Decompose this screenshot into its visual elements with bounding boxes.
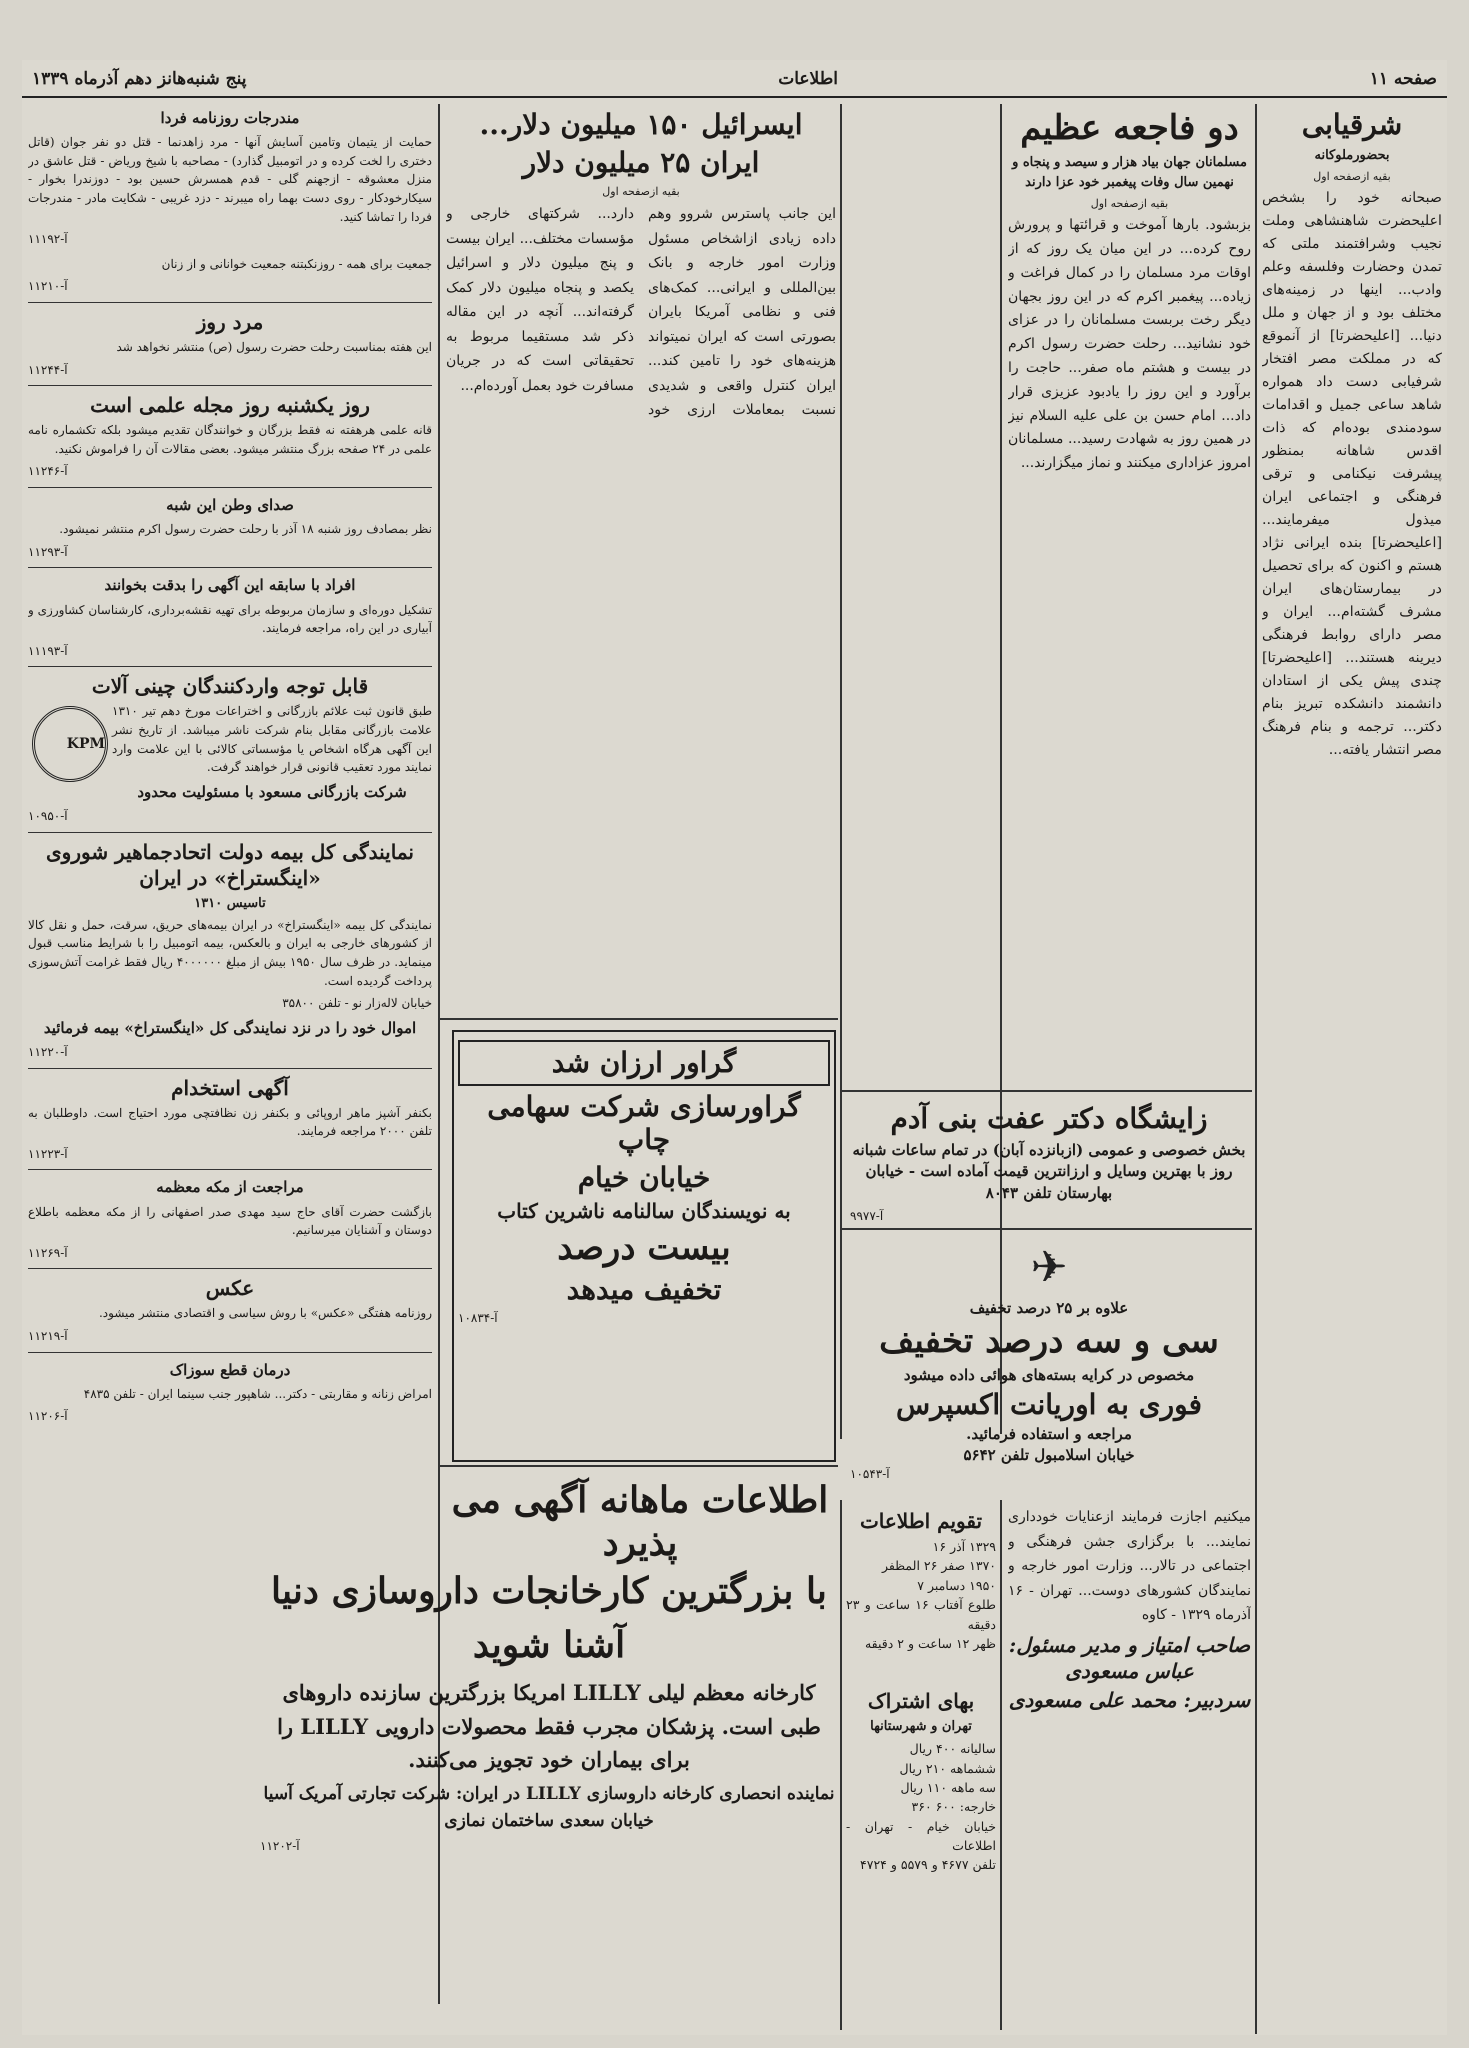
article-body: صبحانه خود را بشخص اعلیحضرت شاهنشاهی وملت نجیب وشرافتمند ملتی که تمدن وحضارت وفلسفه وعلم وادب... اینها در زمینه‌های مختلف بود و از جهان و ملل دنیا... [اعلیحضرتا] از آنموقع که در مملکت مصر افتخار شرفیابی دست داد همواره شاهد ساعی جمیل و اقدامات سودمندی بوده‌ام که ذات اقدس شاهانه بمنظور پیشرفت نیکنامی و ترقی فرهنگی و اجتماعی ایران میذول میفرمایند... [اعلیحضرتا] بنده ایرانی نژاد هستم و اکنون که برای تحصیل در بیمارستان‌های ایران مشرف گشته‌ام... ایران و مصر دارای روابط فرهنگی دیرینه هستند... [اعلیحضرتا] چندی پیش یکی از استادان دانشمند دانشکده تبریز بنام دکتر... ترجمه و بنام فرهنگ مصر انتشار یافته... <box>1262 189 1442 758</box>
divider <box>28 666 432 667</box>
article-title-2: ایران ۲۵ میلیون دلار <box>522 145 760 179</box>
ad-line: خیابان خیام <box>577 1160 711 1194</box>
ad-line: مراجعه و استفاده فرمائید. <box>966 1425 1132 1444</box>
ad-code: ۱۱۲۱۹-آ <box>28 1329 68 1344</box>
ad-line: بیست درصد <box>557 1228 731 1269</box>
ad-headline: اطلاعات ماهانه آگهی می پذیرد <box>451 1479 829 1565</box>
page-number: صفحه ۱۱ <box>1369 69 1437 89</box>
classified-ad <box>28 839 432 1062</box>
column-lower-article <box>1008 1505 1251 1935</box>
ad-code: ۱۰۵۴۳-آ <box>850 1467 890 1482</box>
subscription-row: ششماهه ۲۱۰ ریال <box>899 1760 996 1776</box>
divider <box>28 567 432 568</box>
divider <box>28 1068 432 1069</box>
ad-title: درمان قطع سوزاک <box>169 1360 291 1379</box>
classified-ad <box>28 1075 432 1164</box>
ad-headline: گراور ارزان شد <box>458 1040 830 1086</box>
ad-code: ۱۱۲۱۰-آ <box>28 279 68 294</box>
ad-headline: سی و سه درصد تخفیف <box>879 1321 1219 1361</box>
article-body: بزبشود. بارها آموخت و قرائتها و پرورش روح کرده... در این میان یک روز که از اوقات مرد مسلمان را در کمال فراغت و زیاده... پیغمبر اکرم که در این روز بجهان دیگر رخت بربست مسلمانان را در عزای خود نشانید... رحلت حضرت رسول اکرم در بیست و هشتم ماه صفر... حاجت را برآورد و این روز را یادبود عزیزی قرار داد... امام حسن بن علی علیه السلام نیز در همین روز به شهادت رسید... مسلمانان امروز عزاداری میکنند و نماز میگزارند... <box>1008 217 1251 472</box>
ad-footer: اموال خود را در نزد نمایندگی کل «اینگستراخ» بیمه فرمائید <box>43 1018 417 1037</box>
continuation-note: بقیه ازصفحه اول <box>602 185 680 199</box>
ad-title: آگهی استخدام <box>171 1075 289 1100</box>
ad-text: نمایندگی کل بیمه «اینگستراخ» در ایران بیمه‌های حریق، سرقت، حمل و نقل کالا از کشورهای خارجی به ایران و بالعکس، بیمه اتومبیل را با شرایط مناسب قبول مینماید. در ظرف سال ۱۹۵۰ بیش از مبلغ ۴۰۰۰۰۰۰ ریال فقط غرامت آتش‌سوزی پرداخت گردیده است. <box>28 917 432 988</box>
subscription-title: بهای اشتراک <box>867 1689 975 1713</box>
ad-text: این هفته بمناسبت رحلت حضرت رسول (ص) منتشر نخواهد شد <box>116 340 432 354</box>
calendar-row: طلوع آفتاب ۱۶ ساعت و ۲۳ دقیقه <box>846 1597 996 1632</box>
calendar-row: ۱۹۵۰ دسامبر ۷ <box>917 1577 996 1593</box>
subscription-foreign: خارجه: ۶۰۰ ۳۶۰ <box>911 1799 996 1815</box>
calendar-row: ظهر ۱۲ ساعت و ۲ دقیقه <box>864 1635 996 1651</box>
ad-text: امراض زنانه و مقاربتی - دکتر... شاهپور جنب سینما ایران - تلفن ۴۸۳۵ <box>83 1386 432 1401</box>
column-israel-iran <box>446 104 836 1104</box>
classified-ad <box>28 673 432 825</box>
ad-code: ۱۰۹۵۰-آ <box>28 809 68 824</box>
ad-text: قانه علمی هرهفته نه فقط بزرگان و خوانندگان تقدیم میشود بلکه تکشماره نامه علمی در ۲۴ صفحه بزرگ منتشر میشود. بعضی مقالات آن را فراموش نکنید. <box>28 423 432 456</box>
ad-code: ۱۱۲۰۲-آ <box>260 1839 300 1854</box>
ad-address: خیابان اسلامبول تلفن ۵۶۴۲ <box>963 1446 1135 1465</box>
article-title: شرقیابی <box>1301 108 1403 141</box>
ad-text: حمایت از یتیمان وتامین آسایش آنها - مرد زاهدنما - قتل دو نفر جوان (قاتل دختری را لخت کرده و در اتومبیل گذارد) - مصاحبه با شیخ وریاض - قتل عاشق در منزل معشوقه - ازجهنم گلی - قدم همسرش حسین بود - دوزندرا بخوار - سیکارخودکار - روی دست بهما راه میبرند - دزد غریبی - شکایت مادر - مندرجات فردا را تماشا کنید. <box>28 135 432 224</box>
ad-contact: خیابان لاله‌زار نو - تلفن ۳۵۸۰۰ <box>282 996 432 1011</box>
trademark-logo: KPM <box>32 706 108 782</box>
ad-code: ۱۰۸۳۴-آ <box>458 1310 498 1325</box>
article-title: دو فاجعه عظیم <box>1020 108 1239 148</box>
calendar-title: تقویم اطلاعات <box>859 1509 983 1533</box>
section-rule <box>440 1018 838 1020</box>
ad-text: بکنفر آشپز ماهر اروپائی و بکنفر زن نظافتچی مورد احتیاج است. داوطلبان به تلفن ۲۰۰۰ مراجعه فرمایند. <box>28 1105 432 1139</box>
continuation-note: بقیه ازصفحه اول <box>1090 197 1169 211</box>
ad-line: علاوه بر ۲۵ درصد تخفیف <box>969 1299 1129 1317</box>
article-subtitle: بحضورملوکانه <box>1314 147 1390 163</box>
column-rule <box>1255 104 1257 2034</box>
ad-title: نمایندگی کل بیمه دولت اتحادجماهیر شوروی «اینگستراخ» در ایران <box>46 839 414 890</box>
article-body: میکنیم اجازت فرمایند ازعنایات خودداری نمایند... با برگزاری جشن فرهنگی و اجتماعی در تالار... وزارت امور خارجه و نمایندگان کشورهای دوست... تهران - ۱۶ آذرماه ۱۳۲۹ - کاوه <box>1008 1509 1251 1623</box>
ad-line: به نویسندگان سالنامه ناشرین کتاب <box>497 1199 791 1224</box>
subscription-phones: تلفن ۴۶۷۷ و ۵۵۷۹ و ۴۷۲۴ <box>860 1857 996 1873</box>
divider <box>28 302 432 303</box>
article-subtitle: مسلمانان جهان بیاد هزار و سیصد و پنجاه و نهمین سال وفات پیغمبر خود عزا دارند <box>1012 154 1247 190</box>
ad-title: عکس <box>205 1276 255 1301</box>
page-header <box>22 62 1447 98</box>
subscription-row: سالیانه ۴۰۰ ریال <box>909 1741 996 1757</box>
classified-ad <box>28 107 432 249</box>
ad-sign: شرکت بازرگانی مسعود با مسئولیت محدود <box>137 782 407 801</box>
ad-title: مراجعت از مکه معظمه <box>156 1178 304 1197</box>
column-audience <box>1262 104 1442 2029</box>
ad-title: افراد با سابقه این آگهی را بدقت بخوانند <box>104 576 356 595</box>
ad-title: قابل توجه واردکنندگان چینی آلات <box>91 674 369 699</box>
gravure-ad <box>452 1030 836 1462</box>
ad-text: نظر بمصادف روز شنبه ۱۸ آذر با رحلت حضرت رسول اکرم منتشر نمیشود. <box>59 522 432 537</box>
ad-title: صدای وطن این شبه <box>166 495 294 514</box>
airline-ad <box>850 1236 1248 1481</box>
ad-code: ۱۱۱۹۲-آ <box>28 232 68 247</box>
subscription-box <box>846 1685 996 1945</box>
ad-code: ۱۱۲۲۳-آ <box>28 1146 68 1161</box>
ad-rep: نماینده انحصاری کارخانه داروسازی LILLY در ایران: شرکت تجارتی آمریک آسیا خیابان سعدی ساختمان نمازی <box>263 1783 835 1831</box>
ad-code: ۹۹۷۷-آ <box>850 1208 884 1223</box>
ad-code: ۱۱۲۹۳-آ <box>28 544 68 559</box>
ad-code: ۱۱۲۴۴-آ <box>28 362 68 377</box>
ad-text: جمعیت برای همه - روزنکبتنه جمعیت خوانانی و از زنان <box>161 256 432 271</box>
ad-title: روز یکشنبه روز مجله علمی است <box>90 393 370 418</box>
trademark-stamp <box>32 706 108 782</box>
classified-ad <box>28 392 432 481</box>
section-rule <box>842 1228 1252 1230</box>
calendar-box <box>846 1505 996 1675</box>
classified-ad <box>28 1359 432 1426</box>
ad-headline: با بزرگترین کارخانجات داروسازی دنیا آشنا شوید <box>271 1570 827 1666</box>
clinic-ad <box>850 1098 1248 1223</box>
ad-code: ۱۱۲۴۶-آ <box>28 464 68 479</box>
ad-text: روزنامه هفتگی «عکس» با روش سیاسی و اقتصادی منتشر میشود. <box>98 1306 432 1321</box>
newspaper-name: اطلاعات <box>778 69 838 89</box>
divider <box>28 1268 432 1269</box>
ad-text: تشکیل دوره‌ای و سازمان مربوطه برای تهیه نقشه‌برداری، کارشناسان کشاورزی و آبیاری در این راه، مراجعه فرمایند. <box>28 602 432 636</box>
classified-ad <box>28 1275 432 1345</box>
classified-ad <box>28 255 432 296</box>
divider <box>28 1352 432 1353</box>
ad-line: فوری به اوریانت اکسپرس <box>896 1387 1202 1421</box>
ad-line: گراورسازی شرکت سهامی چاپ <box>487 1089 801 1157</box>
ad-title: مرد روز <box>196 310 264 334</box>
article-title: ایسرائیل ۱۵۰ میلیون دلار... <box>479 108 803 141</box>
subscription-address: خیابان خیام - تهران - اطلاعات <box>846 1818 996 1854</box>
section-rule <box>842 1090 1252 1092</box>
divider <box>28 832 432 833</box>
monthly-ads-banner <box>446 1475 834 1565</box>
ad-text: بخش خصوصی و عمومی (ازبانزده آبان) در تمام ساعات شبانه روز با بهترین وسایل و ارزانترین قیمت آماده است - خیابان بهارستان تلفن ۸۰۴۳ <box>852 1140 1246 1203</box>
ad-subtitle: تاسیس ۱۳۱۰ <box>194 895 266 911</box>
ad-title: مندرجات روزنامه فردا <box>160 109 300 127</box>
classified-ad <box>28 1176 432 1262</box>
classified-ad <box>28 574 432 660</box>
calendar-row: ۱۳۲۹ آذر ۱۶ <box>932 1539 996 1554</box>
column-rule <box>1000 1500 1002 2030</box>
divider <box>28 385 432 386</box>
masthead-editor: سردبیر: محمد علی مسعودی <box>1008 1687 1251 1712</box>
divider <box>28 1169 432 1170</box>
masthead-owner: صاحب امتیاز و مدیر مسئول: عباس مسعودی <box>1008 1632 1251 1683</box>
ad-code: ۱۱۲۶۹-آ <box>28 1245 68 1260</box>
airline-logo-icon: ✈ <box>1030 1242 1068 1293</box>
section-rule <box>440 1465 838 1467</box>
ad-line: مخصوص در کرایه بسته‌های هوائی داده میشود <box>903 1365 1195 1384</box>
classified-ad <box>28 309 432 379</box>
classified-ad <box>28 494 432 561</box>
calendar-row: ۱۳۷۰ صفر ۲۶ المظفر <box>881 1558 996 1574</box>
ad-text: بازگشت حضرت آقای حاج سید مهدی صدر اصفهانی را از مکه معظمه باطلاع دوستان و آشنایان میرسانیم. <box>28 1204 432 1238</box>
divider <box>28 487 432 488</box>
column-disaster <box>1008 104 1251 944</box>
subscription-row: سه ماهه ۱۱۰ ریال <box>900 1779 996 1795</box>
ad-text: کارخانه معظم لیلی LILLY امریکا بزرگترین سازنده داروهای طبی است. پزشکان مجرب فقط محصولات دارویی LILLY را برای بیماران خود تجویز می‌کنند. <box>277 1680 821 1773</box>
ad-text: طبق قانون ثبت علائم بازرگانی و اختراعات مورخ دهم تیر ۱۳۱۰ علامت بازرگانی مقابل بنام شرکت ناشر میباشد. از تاریخ نشر این آگهی هرگاه اشخاص یا مؤسساتی کالائی با این علامت وارد نمایند مورد تعقیب قانونی قرار خواهند گرفت. <box>112 704 432 775</box>
pharma-ad <box>260 1560 838 1960</box>
ad-code: ۱۱۲۲۰-آ <box>28 1045 68 1060</box>
column-rule <box>840 104 842 1439</box>
ad-code: ۱۱۲۰۶-آ <box>28 1409 68 1424</box>
issue-date: پنج شنبه‌هانز دهم آذرماه ۱۳۳۹ <box>32 69 247 89</box>
article-body: این جانب پاسترس شروو وهم داده زیادی ازاشخاص مسئول وزارت امور خارجه و بانک بین‌المللی و ایرانی... کمک‌های فنی و نظامی آمریکا بایران بصورتی است که ایران نمیتواند هزینه‌های خود را تامین کند... ایران کنترل واقعی و شدیدی نسبت بمعاملات ارزی خود دارد... شرکتهای خارجی و مؤسسات مختلف... ایران بیست و پنج میلیون دلار و اسرائیل یکصد و پنجاه میلیون دلار کمک گرفته‌اند... آنچه در این مقاله ذکر شد مستقیما مربوط به تحقیقاتی است که در جریان مسافرت خود بعمل آورده‌ام... <box>446 206 836 419</box>
continuation-note: بقیه ازصفحه اول <box>1313 169 1391 183</box>
column-rule <box>1000 104 1002 1434</box>
ad-code: ۱۱۱۹۳-آ <box>28 643 68 658</box>
subscription-place: تهران و شهرستانها <box>870 1719 972 1734</box>
column-rule <box>840 1500 842 2030</box>
ad-title: زایشگاه دکتر عفت بنی آدم <box>890 1102 1208 1135</box>
ad-line: تخفیف میدهد <box>566 1273 722 1307</box>
